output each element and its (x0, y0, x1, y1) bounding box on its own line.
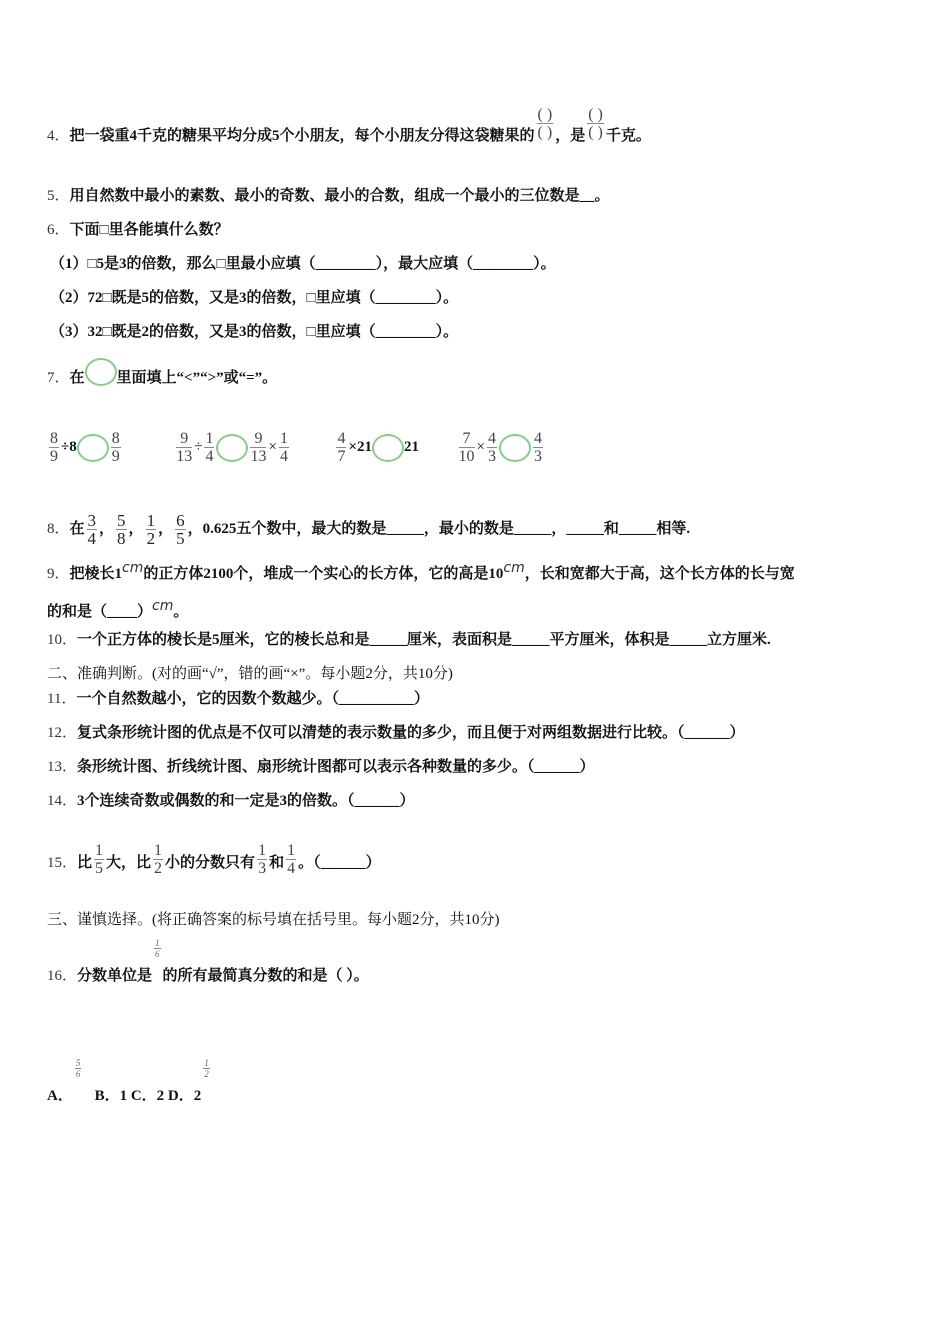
option-bcd[interactable]: B．1 C．2 D．2 (94, 1088, 202, 1104)
question-6-1: （1）□5是3的倍数，那么□里最小应填（________），最大应填（________）。 (50, 256, 556, 272)
answer-circle[interactable] (499, 434, 531, 462)
circle-icon (85, 358, 117, 386)
question-16: 16．分数单位是 $\frac{1}{6}$ 的所有最简真分数的和是（ ）。 (47, 938, 369, 984)
question-10: 10．一个正方体的棱长是5厘米，它的棱长总和是_____厘米，表面积是_____平方厘米，体积是_____立方厘米. (47, 632, 771, 648)
question-6-2: （2）72□既是5的倍数，又是3的倍数，□里应填（________）。 (50, 290, 459, 306)
question-12: 12．复式条形统计图的优点是不仅可以清楚的表示数量的多少，而且便于对两组数据进行比较。（______） (47, 725, 745, 741)
question-13: 13．条形统计图、折线统计图、扇形统计图都可以表示各种数量的多少。（______） (47, 759, 595, 775)
question-9-cont: 的和是（____）cm。 (47, 598, 189, 620)
section-3-heading: 三、谨慎选择。(将正确答案的标号填在括号里。每小题2分，共10分) (47, 912, 500, 928)
question-9: 9．把棱长1cm的正方体2100个，堆成一个实心的长方体，它的高是10cm，长和宽都大于高，这个长方体的长与宽 (47, 560, 795, 582)
question-5: 5．用自然数中最小的素数、最小的奇数、最小的合数，组成一个最小的三位数是__。 (47, 188, 610, 204)
section-2-heading: 二、准确判断。(对的画“√”，错的画“×”。每小题2分，共10分) (47, 666, 453, 682)
question-11: 11．一个自然数越小，它的因数个数越少。（__________） (47, 691, 429, 707)
question-8: 8．在 $\frac{3}{4}$ ， $\frac{5}{8}$ ， $\frac{1}{2}$ ， $\frac{6}{5}$ ，0.625五个数中，最大的数是_____，最小的数是_____，_____和_____相等. (47, 511, 691, 548)
question-7: 7．在 里面填上“<”“>”或“=”。 (47, 368, 277, 388)
question-14: 14．3个连续奇数或偶数的和一定是3的倍数。（______） (47, 793, 415, 809)
question-6: 6．下面□里各能填什么数？ (47, 222, 229, 238)
question-6-3: （3）32□既是2的倍数，又是3的倍数，□里应填（________）。 (50, 324, 459, 340)
answer-circle[interactable] (216, 434, 248, 462)
blank-fraction[interactable]: $\frac{( )}{( )}$ (588, 106, 603, 142)
question-15: 15．比 $\frac{1}{5}$ 大，比 $\frac{1}{2}$ 小的分数只有 $\frac{1}{3}$ 和 $\frac{1}{4}$ 。（______） (47, 842, 381, 877)
answer-circle[interactable] (372, 434, 404, 462)
question-16-options: A． $\frac{5}{6}$ B．1 C．2 D．2 $\frac{1}{2}$ (47, 1058, 209, 1104)
answer-circle[interactable] (77, 434, 109, 462)
question-7-expressions: $\frac{8}{9}$ ÷8 $\frac{8}{9}$ $\frac{9}{13}$ ÷ $\frac{1}{4}$ $\frac{9}{13}$ × $\frac{1}{4}$ $\frac{4}{7}$ ×21 21 $\frac{7}{10}$ × $\frac{4}{3}$ $\frac{4}{3}$ (50, 430, 542, 465)
option-a[interactable]: A． $\frac{5}{6}$ (47, 1058, 81, 1104)
blank-fraction[interactable]: $\frac{( )}{( )}$ (537, 106, 553, 142)
question-4: 4．把一袋重4千克的糖果平均分成5个小朋友，每个小朋友分得这袋糖果的 $\frac{( )}{( )}$ ，是 $\frac{( )}{( )}$ 千克。 (47, 106, 651, 144)
